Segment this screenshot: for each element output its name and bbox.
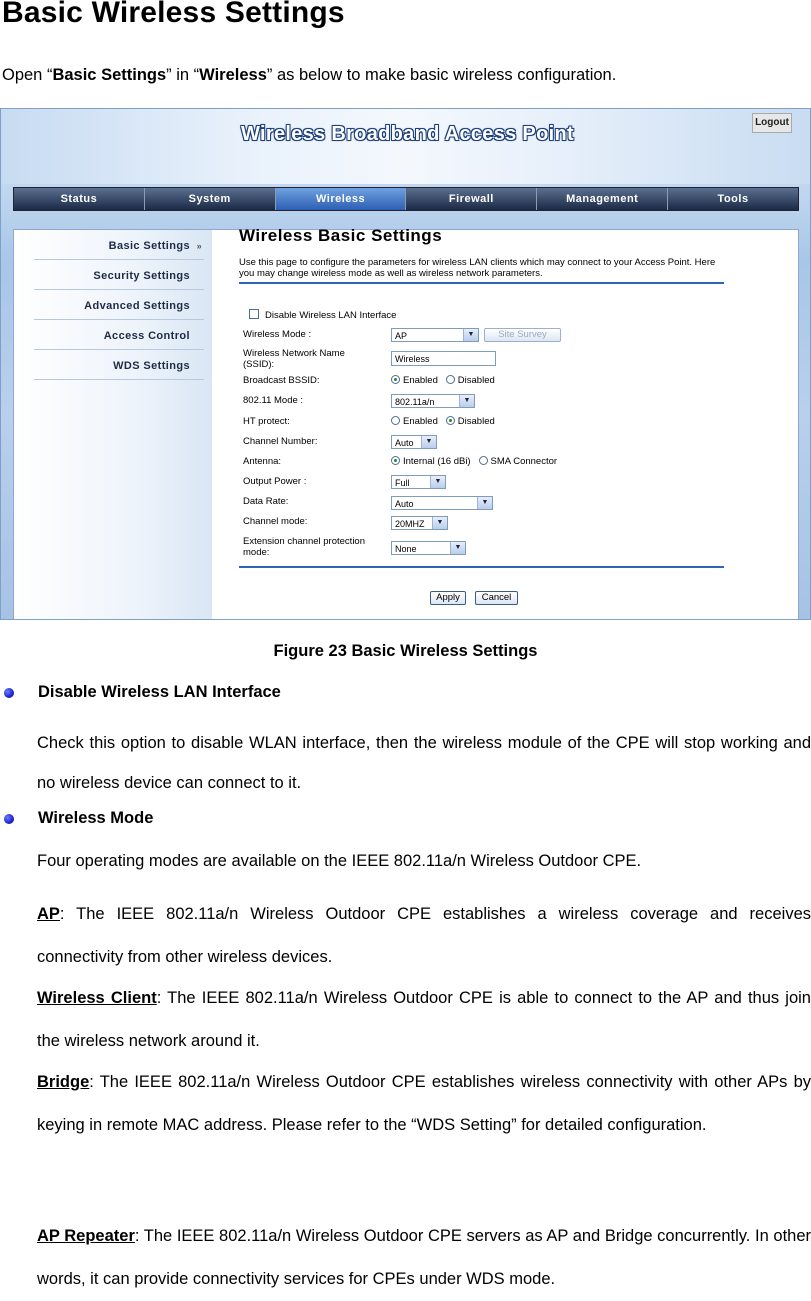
nav-tab-tools[interactable]: Tools: [717, 193, 749, 205]
output-power-select[interactable]: Full ▼: [391, 475, 446, 489]
channel-number-select[interactable]: Auto ▼: [391, 435, 437, 449]
bullet-icon: [4, 814, 14, 824]
antenna-sma-radio[interactable]: [479, 456, 488, 465]
ssid-label: Wireless Network Name (SSID):: [243, 348, 345, 370]
output-power-label: Output Power :: [243, 476, 307, 487]
intro-text: Open “Basic Settings” in “Wireless” as below to make basic wireless configuration.: [2, 66, 617, 84]
settings-panel: [13, 226, 799, 620]
data-rate-select[interactable]: Auto ▼: [391, 496, 493, 510]
term-ap: AP: [37, 905, 60, 923]
sidebar-item-access-control[interactable]: Access Control: [34, 322, 204, 350]
nav-tab-firewall[interactable]: Firewall: [406, 188, 537, 210]
mode-repeater-paragraph: AP Repeater: The IEEE 802.11a/n Wireless Outdoor CPE servers as AP and Bridge concurrently. In other words, it can provide connectivity services for CPEs under WDS mode.: [37, 1227, 811, 1288]
channel-number-label: Channel Number:: [243, 436, 318, 447]
section-heading-mode: Wireless Mode: [38, 809, 154, 827]
sidebar-item-basic-settings[interactable]: Basic Settings »: [34, 232, 204, 260]
chevron-down-icon: ▼: [477, 497, 492, 509]
bullet-icon: [4, 688, 14, 698]
content-title: Wireless Basic Settings: [239, 226, 443, 245]
term-wireless-client: Wireless Client: [37, 989, 157, 1007]
section-heading-disable: Disable Wireless LAN Interface: [38, 683, 281, 701]
divider-top: [239, 282, 724, 284]
chevron-down-icon: ▼: [459, 395, 474, 407]
wireless-mode-label: Wireless Mode :: [243, 329, 312, 340]
section-text-disable: Check this option to disable WLAN interface, then the wireless module of the CPE will stop working and no wireless device can connect to it.: [37, 734, 811, 792]
site-survey-button[interactable]: Site Survey: [484, 328, 561, 342]
ht-protect-label: HT protect:: [243, 416, 290, 427]
bssid-enabled-radio[interactable]: [391, 375, 400, 384]
page-title: Basic Wireless Settings: [2, 0, 345, 29]
bssid-disabled-radio[interactable]: [446, 375, 455, 384]
channel-mode-select[interactable]: 20MHZ ▼: [391, 516, 448, 530]
antenna-internal-radio[interactable]: [391, 456, 400, 465]
disable-wlan-checkbox[interactable]: [249, 309, 259, 319]
figure-caption: Figure 23 Basic Wireless Settings: [273, 642, 538, 660]
chevron-down-icon: ▼: [432, 517, 447, 529]
extension-channel-label: Extension channel protection mode:: [243, 536, 365, 558]
chevron-down-icon: ▼: [421, 436, 436, 448]
cancel-button[interactable]: Cancel: [475, 591, 518, 605]
sidebar-item-advanced-settings[interactable]: Advanced Settings: [34, 292, 204, 320]
section-text-mode: Four operating modes are available on the IEEE 802.11a/n Wireless Outdoor CPE.: [37, 852, 642, 870]
broadcast-bssid-label: Broadcast BSSID:: [243, 375, 320, 386]
apply-button[interactable]: Apply: [430, 591, 466, 605]
divider-bottom: [239, 566, 724, 568]
nav-tab-status[interactable]: Status: [14, 188, 145, 210]
mode-bridge-paragraph: Bridge: The IEEE 802.11a/n Wireless Outdoor CPE establishes wireless connectivity with other APs by keying in remote MAC address. Please refer to the “WDS Setting” for detailed configuration.: [37, 1073, 811, 1134]
channel-mode-label: Channel mode:: [243, 516, 308, 527]
chevron-down-icon: ▼: [463, 329, 478, 341]
double-chevron-icon: »: [196, 241, 202, 251]
broadcast-bssid-radios: Enabled Disabled: [391, 375, 495, 386]
logout-button[interactable]: Logout: [752, 113, 792, 133]
disable-wlan-label: Disable Wireless LAN Interface: [265, 310, 397, 321]
antenna-radios: Internal (16 dBi) SMA Connector: [391, 456, 557, 467]
content-description: Use this page to configure the parameters for wireless LAN clients which may connect to your Access Point. Here you may change wireless mode as well as wireless network parameters.: [239, 257, 716, 279]
sidebar-item-wds-settings[interactable]: WDS Settings: [34, 352, 204, 380]
mode-client-paragraph: Wireless Client: The IEEE 802.11a/n Wireless Outdoor CPE is able to connect to the AP and thus join the wireless network around it.: [37, 989, 811, 1050]
banner-title: Wireless Broadband Access Point: [241, 123, 574, 145]
nav-tab-wireless[interactable]: Wireless: [276, 188, 407, 210]
screenshot-figure: [0, 108, 811, 620]
antenna-label: Antenna:: [243, 456, 282, 467]
main-nav: [13, 187, 799, 211]
data-rate-label: Data Rate:: [243, 496, 289, 507]
term-ap-repeater: AP Repeater: [37, 1227, 135, 1245]
chevron-down-icon: ▼: [450, 542, 465, 554]
ssid-input[interactable]: Wireless: [391, 351, 496, 366]
nav-tab-system[interactable]: System: [145, 188, 276, 210]
ht-protect-radios: Enabled Disabled: [391, 416, 495, 427]
ht-enabled-radio[interactable]: [391, 416, 400, 425]
nav-tab-management[interactable]: Management: [537, 188, 668, 210]
chevron-down-icon: ▼: [430, 476, 445, 488]
settings-content: [239, 226, 739, 620]
sidebar-item-security-settings[interactable]: Security Settings: [34, 262, 204, 290]
mode-80211-label: 802.11 Mode :: [243, 395, 304, 406]
ht-disabled-radio[interactable]: [446, 416, 455, 425]
banner: [1, 109, 810, 184]
wireless-mode-select[interactable]: AP ▼: [391, 328, 479, 342]
mode-ap-paragraph: AP: The IEEE 802.11a/n Wireless Outdoor CPE establishes a wireless coverage and receives connectivity from other wireless devices.: [37, 905, 811, 966]
extension-channel-select[interactable]: None ▼: [391, 541, 466, 555]
sidebar: [14, 230, 212, 620]
mode-80211-select[interactable]: 802.11a/n ▼: [391, 394, 475, 408]
term-bridge: Bridge: [37, 1073, 90, 1091]
